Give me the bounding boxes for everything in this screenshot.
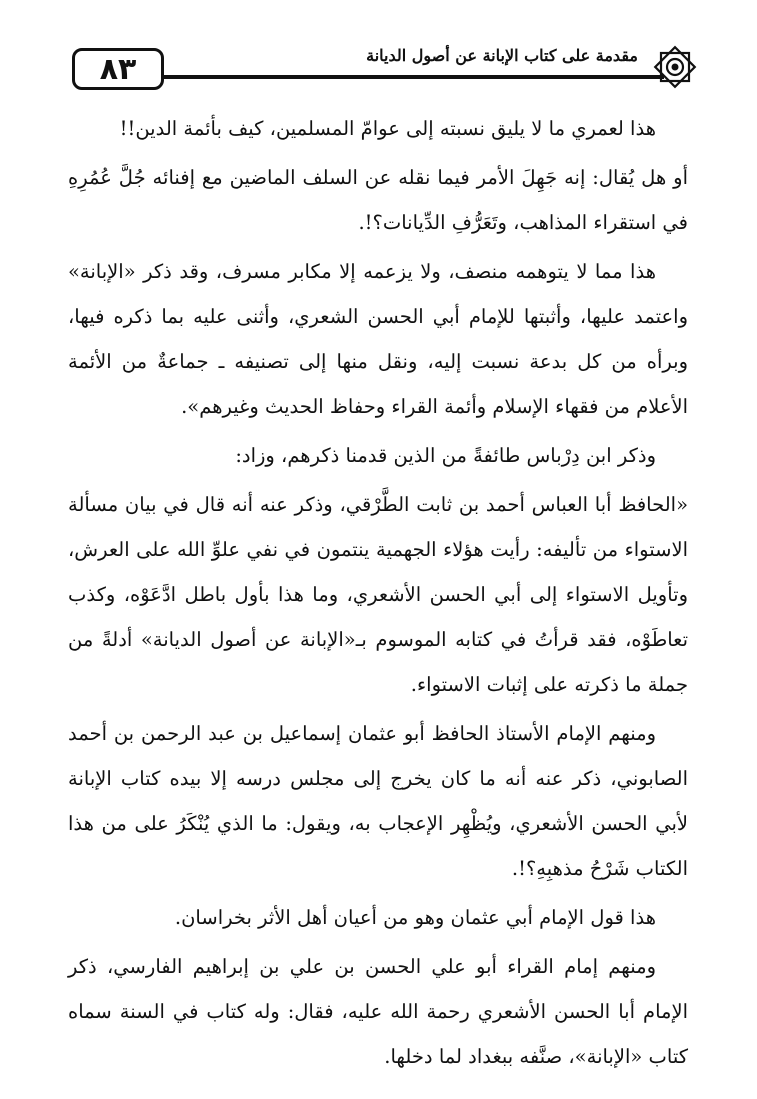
paragraph-5: «الحافظ أبا العباس أحمد بن ثابت الطَّرْقي، وذكر عنه أنه قال في بيان مسألة الاستواء من تأليفه: رأيت هؤلاء الجهمية ينتمون في نفي علوِّ الله على العرش، وتأويل الاستواء إلى أبي الحسن الأشعري، وما هذا بأول باطل ادَّعَوْه، وكذب تعاطَوْه، فقد قرأتُ في كتابه الموسوم بـ«الإبانة عن أصول الديانة» أدلةً من جملة ما ذكرته على إثبات الاستواء.	[68, 493, 688, 696]
page-header	[60, 42, 700, 102]
paragraph-6: ومنهم الإمام الأستاذ الحافظ أبو عثمان إسماعيل بن عبد الرحمن بن أحمد الصابوني، ذكر عنه أنه ما كان يخرج إلى مجلس درسه إلا بيده كتاب الإبانة لأبي الحسن الأشعري، ويُظْهِر الإعجاب به، ويقول: ما الذي يُنْكَرُ على من هذا الكتاب شَرْحُ مذهبِهِ؟!.	[68, 722, 688, 880]
body-text	[68, 106, 688, 1083]
page-number: ٨٣	[72, 48, 164, 90]
paragraph-7: هذا قول الإمام أبي عثمان وهو من أعيان أهل الأثر بخراسان.	[174, 906, 656, 929]
header-rule	[164, 75, 664, 79]
star-ornament-icon	[650, 42, 700, 92]
paragraph-1: هذا لعمري ما لا يليق نسبته إلى عوامّ المسلمين، كيف بأئمة الدين!!	[119, 117, 656, 140]
paragraph-8: ومنهم إمام القراء أبو علي الحسن بن علي بن إبراهيم الفارسي، ذكر الإمام أبا الحسن الأشعري رحمة الله عليه، فقال: وله كتاب في السنة سماه كتاب «الإبانة»، صنَّفه ببغداد لما دخلها.	[68, 955, 688, 1068]
paragraph-3: هذا مما لا يتوهمه منصف، ولا يزعمه إلا مكابر مسرف، وقد ذكر «الإبانة» واعتمد عليها، وأثبتها للإمام أبي الحسن الشعري، وأثنى عليه بما ذكره فيها، وبرأه من كل بدعة نسبت إليه، ونقل منها إلى تصنيفه ـ جماعةٌ من الأئمة الأعلام من فقهاء الإسلام وأئمة القراء وحفاظ الحديث وغيرهم».	[68, 260, 688, 418]
paragraph-2: أو هل يُقال: إنه جَهِلَ الأمر فيما نقله عن السلف الماضين مع إفنائه جُلَّ عُمُرِهِ في استقراء المذاهب، وتَعَرُّفِ الدِّيانات؟!.	[68, 166, 688, 234]
running-title: مقدمة على كتاب الإبانة عن أصول الديانة	[366, 46, 638, 65]
paragraph-4: وذكر ابن دِرْباس طائفةً من الذين قدمنا ذكرهم، وزاد:	[235, 444, 656, 467]
